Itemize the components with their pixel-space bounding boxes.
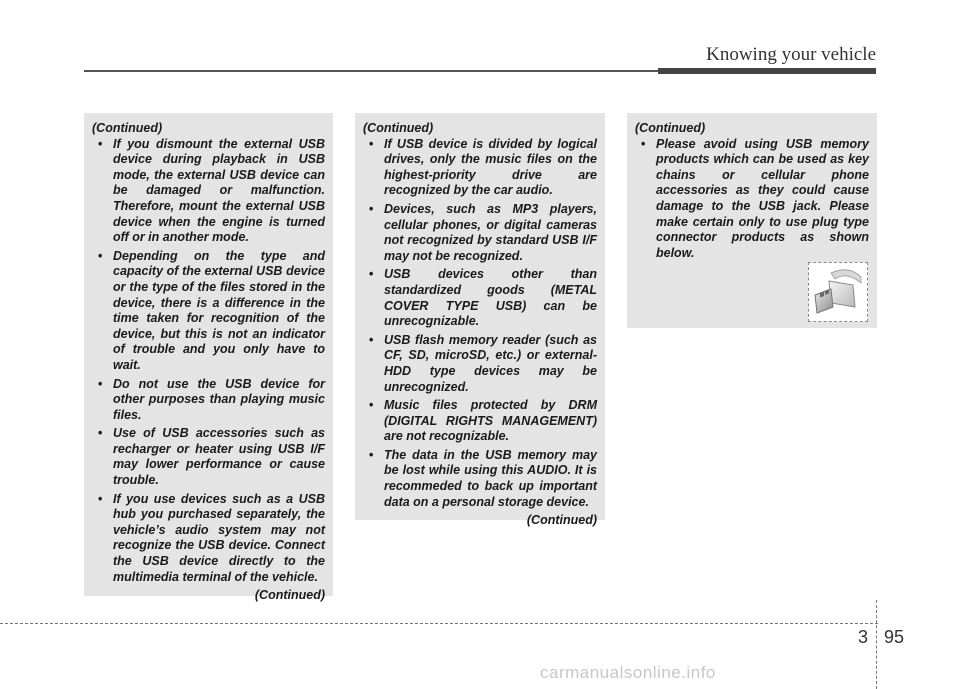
- bullet-icon: •: [98, 136, 103, 151]
- list-item: • If USB device is divided by logical drives, only the music files on the highest-priority drive are recognized by the car audio.: [369, 136, 597, 198]
- note-panel-2: [355, 113, 605, 528]
- bullet-icon: •: [98, 426, 103, 441]
- bullet-icon: •: [369, 267, 374, 282]
- continued-label: (Continued): [254, 588, 325, 603]
- header-rule-accent: [658, 68, 876, 74]
- bullet-icon: •: [369, 201, 374, 216]
- list-item: • USB devices other than standardized goods (METAL COVER TYPE USB) can be unrecognizable.: [369, 267, 597, 329]
- bullet-icon: •: [369, 398, 374, 413]
- bullet-icon: •: [641, 136, 646, 151]
- bullet-icon: •: [98, 248, 103, 263]
- chapter-number: 3: [858, 627, 869, 647]
- bullet-icon: •: [98, 491, 103, 506]
- usb-flash-drive-icon: [809, 263, 867, 321]
- watermark-text: carmanualsonline.info: [540, 663, 716, 682]
- continued-label: (Continued): [635, 121, 706, 135]
- continued-label: (Continued): [363, 121, 434, 135]
- note-panel-1: [84, 113, 333, 603]
- footer-rule: [0, 623, 878, 625]
- usb-image-frame: [808, 262, 868, 322]
- list-item: • Devices, such as MP3 players, cellular phones, or digital cameras not recognized by standard USB I/F may not be recognized.: [369, 201, 597, 263]
- page-number: 95: [884, 627, 905, 647]
- list-item: • Depending on the type and capacity of the external USB device or the type of the files stored in the device, there is a difference in the time taken for recognition of the device, but this is not an indicator of trouble and you only have to wait.: [98, 248, 325, 372]
- list-item: • Music files protected by DRM (DIGITAL RIGHTS MANAGEMENT) are not recognizable.: [369, 398, 597, 444]
- list-item: • Do not use the USB device for other purposes than playing music files.: [98, 376, 325, 422]
- bullet-icon: •: [369, 332, 374, 347]
- bullet-icon: •: [98, 376, 103, 391]
- list-item: • Use of USB accessories such as recharger or heater using USB I/F may lower performance or cause trouble.: [98, 426, 325, 488]
- list-item: • If you dismount the external USB device during playback in USB mode, the external USB device can be damaged or malfunction. Therefore, mount the external USB device when the engine is turned off or in another mode.: [98, 136, 325, 245]
- bullet-list: [363, 137, 597, 511]
- continued-label: (Continued): [92, 121, 163, 135]
- list-item: • Please avoid using USB memory products which can be used as key chains or cellular phone accessories as they could cause damage to the USB jack. Please make certain only to use plug type connector products as shown below.: [641, 136, 869, 260]
- bullet-icon: •: [369, 447, 374, 462]
- list-item: • The data in the USB memory may be lost while using this AUDIO. It is recommeded to back up important data on a personal storage device.: [369, 447, 597, 509]
- footer-divider: [876, 600, 878, 689]
- bullet-icon: •: [369, 136, 374, 151]
- list-item: • USB flash memory reader (such as CF, SD, microSD, etc.) or external-HDD type devices may be unrecognized.: [369, 332, 597, 394]
- bullet-list: [635, 137, 869, 262]
- page-header-title: Knowing your vehicle: [706, 44, 876, 65]
- bullet-list: [92, 137, 325, 586]
- list-item: • If you use devices such as a USB hub you purchased separately, the vehicle’s audio system may not recognize the USB device. Connect the USB device directly to the multimedia terminal of the vehicle.: [98, 491, 325, 584]
- continued-label: (Continued): [526, 513, 597, 528]
